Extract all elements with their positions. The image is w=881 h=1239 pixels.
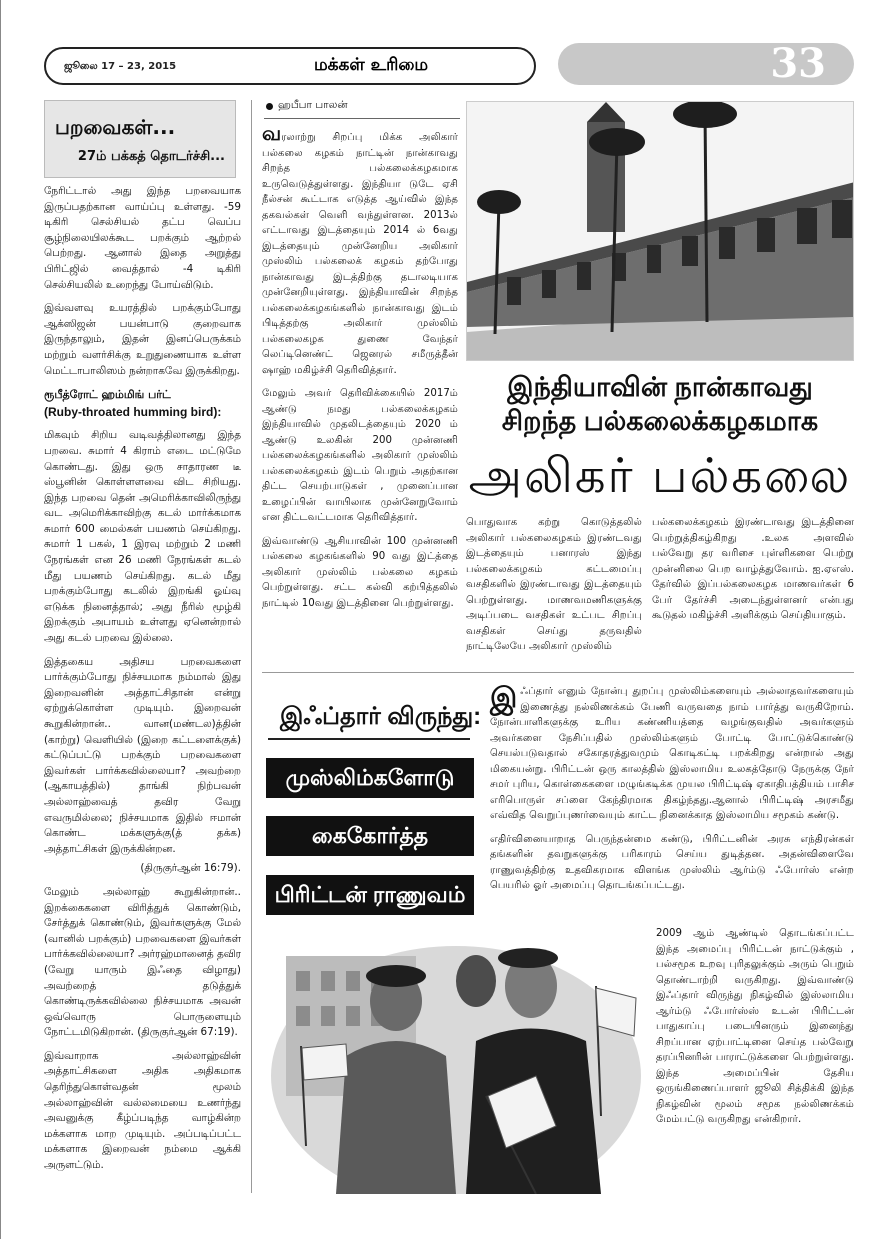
birds-paragraph: இவ்வளவு உயரத்தில் பறக்கும்போது ஆக்ஸிஜன் பயன்பாடு குறைவாக இருந்தாலும், இதன் இனப்பெருக்கம் மற்றும் வளர்சிக்கு உறுதுணையாக உள்ள மெட்டாபாலிஸம் நன்றாகவே இருக்கிறது. [44,302,241,377]
building-illustration [467,102,854,361]
aligarh-column-4 [652,515,854,624]
byline: ஹபீபா பாலன் [278,99,348,111]
headline-line-2: சிறந்த பல்கலைக்கழகமாக [501,406,819,436]
birds-paragraph: இத்தகைய அதிசய பறவைகளை பார்க்கும்போது நிச்சயமாக நம்மால் இது இறைவனின் அத்தாட்சிதான் என்று ஏற்றுக்கொள்ள முடியும். இறைவன் கூறுகின்றான்.. வான(மண்டல)த்தின் (காற்று) வெளியில் (இறை கட்டளைக்குக்) கட்டுப்பட்டு பறக்கும் பறவைகளை இவர்கள் பார்க்கவில்லையா? அவற்றை (ஆகாயத்தில்) தாங்கி நிற்பவன் அல்லாஹ்வைத் தவிர வேறு எவருமில்லை; நிச்சயமாக இதில் ஈமான் கொண்ட மக்களுக்கு(த் தக்க) அத்தாட்சிகள் இருக்கின்றன. [44,655,241,855]
header-bar [44,47,536,85]
page-number-bar [558,40,854,87]
birds-paragraph: மிகவும் சிறிய வடிவத்திலானது இந்த பறவை. சுமார் 4 கிராம் எடை மட்டுமே கொண்டது. இது ஒரு சாதாரண டீ ஸ்பூனின் கொள்ளளவை விட சிறியது. இந்த பறவை தென் அமெரிக்காவிலிருந்து வட அமெரிக்காவிற்கு கடல் மார்க்கமாக சுமார் 600 மைல்கள் பயணம் செய்கிறது. சுமார் 1 பகல், 1 இரவு மற்றும் 2 மணி நேரங்கள் என 26 மணி நேரங்கள் கடல் மீது பயணம் செய்கிறது. கடல் மீது பறக்கும்போது கடலில் இறங்கி ஓய்வு எடுக்க நினைத்தால்; அது நீரில் மூழ்கி இறக்கும் அபாயம் உள்ளது ஏனென்றால் அது கடல் பறவை இல்லை. [44,429,241,645]
drop-cap: இ [490,681,518,714]
iftar-headline-block-1: முஸ்லிம்களோடு [266,758,474,798]
quran-reference: (திருகுர்ஆன் 16:79). [140,862,241,875]
birds-title: பறவைகள்... [55,115,176,139]
iftar-article [490,681,854,902]
birds-paragraph: நேரிட்டால் அது இந்த பறவையாக இருப்பதற்கான வாய்ப்பு உள்ளது. -59 டிகிரி செல்சியல் தட்ப வெப்ப சூழ்நிலையிலக்கூட பறக்கும் ஆற்றல் பெற்றது. ஆனால் இதை அறுத்து பிரிட்ஜில் வைத்தால் -4 டிகிரி செல்சியலில் உறைந்து போய்விடும். [44,185,241,291]
aligarh-column-3 [466,515,642,655]
drop-cap: வ [262,121,282,145]
subhead-tamil: ரூபீத்ரோட் ஹம்மிங் பர்ட் [44,388,171,402]
aligarh-headline [466,370,854,438]
aligarh-paragraph: இவ்வாண்டு ஆசியாவின் 100 முன்னணி பல்கலை கழகங்களில் 90 வது இட்த்தை அலிகார் முஸ்லிம் பல்கலை கழகம் பெற்றுள்ளது. சட்ட கல்வி கற்பித்தலில் நாட்டில் 10வது இடத்தினை பெற்றுள்ளது. [262,535,458,609]
aligarh-paragraph: பல்கலைக்கழகம் இரண்டாவது இடத்தினை பெற்றுத்திகழ்கிறது .உலக அளவில் பல்வேறு தர வரிசை புள்ளிகளை பெற்று முன்னிலை பெற வாழ்த்துவோம். ஐ.ஏஎஸ். தேர்வில் இப்பல்கலைகழக மாணவர்கள் 6 பேர் தேர்ச்சி அடைந்துள்ளனர் என்பது கூடுதல் மகிழ்ச்சி அளிக்கும் செய்தியாகும். [652,517,854,621]
birds-paragraph: மேலும் அல்லாஹ் கூறுகின்றான்.. இறக்கைகளை விரித்துக் கொண்டும், சேர்த்துக் கொண்டும், இவர்களுக்கு மேல் (வானில் பறக்கும்) பறவைகளை இவர்கள் பார்க்கவில்லையா? அர்ரஹ்மானைத் தவிர (வேறு யாரும் இஃதை விழாது) அவற்றைத் தடுத்துக் கொண்டிருக்கவில்லை நிச்சயமாக அவன் ஒவ்வொரு பொருளையும் நோட்டமிடுகிறான். (திருகுர்ஆன் 67:19). [44,885,241,1039]
iftar-paragraph: எதிர்வினையாறாத பெருந்தன்மை கண்டு, பிரிட்டனின் அரசு எந்திரன்கள் தங்களின் தவறுகளுக்கு பரிகாரம் செய்ய துடித்தன. அதன்விளைவே ராணுவத்திற்கு உதவிகரமாக விளங்க முஸ்லிம் ஆர்ம்டு ஃபோர்ஸ் என்ற பெயரில் ஓர் அமைப்பு தொடங்கப்பட்டது. [490,833,854,891]
headline-line-1: இந்தியாவின் நான்காவது [507,372,813,402]
university-building-photo [466,101,854,361]
birds-title-box [44,100,236,178]
issue-date: ஜூலை 17 – 23, 2015 [64,61,177,72]
continued-note: 27ம் பக்கத் தொடர்ச்சி... [77,149,225,164]
soldiers-illustration [266,926,646,1194]
divider [264,118,460,119]
byline-bullet-icon [266,103,273,110]
aligarh-column [262,121,458,619]
aligarh-paragraph: பொதுவாக கற்று கொடுத்தலில் அலிகார் பல்கலைகழகம் இரண்டவது இடத்தையும் பனாரஸ் இந்து பல்கலைக்கழகம் கட்டமைப்பு வசதிகளில் இரண்டாவது இடத்தையும் பெற்றுள்ளது. மாணவமணிகளுக்கு அடிப்படை வசதிகள் உட்பட சிறப்பு வசதிகள் செய்து தருவதில் நாட்டிலேயே அலிகார் முஸ்லிம் [466,517,642,652]
iftar-title: இஃப்தார் விருந்து: [280,703,482,730]
iftar-headline-block-2: கைகோர்த்த [266,816,474,856]
title-underline [268,738,470,740]
newspaper-logo: மக்கள் உரிமை [314,55,429,75]
birds-column [44,100,252,1193]
soldiers-photo [266,926,646,1194]
aligarh-headline-big: அலிகர் பல்கலை [468,448,852,504]
section-divider [262,672,854,673]
iftar-headline-block-3: பிரிட்டன் ராணுவம் [266,875,474,915]
birds-paragraph: இவ்வாறாக அல்லாஹ்வின் அத்தாட்சிகளை அதிக அதிகமாக தெரிந்துகொள்வதன் மூலம் அல்லாஹ்வின் வல்லமையை உணர்ந்து அவனுக்கு கீழ்ப்படிந்த வாழ்கின்ற மக்களாக மாற முடியும். அப்படிப்பட்ட மக்களாக இறைவன் நம்மை ஆக்கி அருளட்டும். [44,1049,241,1172]
aligarh-paragraph: மேலும் அவர் தெரிவிக்கையில் 2017ம் ஆண்டு நமது பல்கலைக்கழகம் இந்தியாவில் முதலிடத்தையும் 2020 ம் ஆண்டு உலகின் 200 முன்னணி பல்கலைக்கழகங்களில் அலிகார் முஸ்லிம் பல்கலைக்கழகம் இடம் பெறும் அதற்கான திட்ட செயற்பாடுகள் , முனைப்பான உழைப்பின் வாயிலாக முன்னேறுவோம் என திட்டவட்டமாக தெரிவித்தார். [262,388,458,523]
iftar-article-right [656,926,854,1128]
iftar-paragraph: இஃப்தார் எனும் நோன்பு துறப்பு முஸ்லிம்களையும் அல்லாதவர்களையும் இணைத்து நல்லிணக்கம் பேணி வருவதை நாம் பார்த்து வருகிறோம். நோன்பாளிகளுக்கு உரிய கண்ணியத்தை வழங்குவதில் அவர்களும் அவர்களை நேசிப்பதில் முஸ்லிம்களும் போட்டி போட்டுக்கொண்டு செயல்படுவதால் சகோதரத்துவமும் கொடிகட்டி பறக்கிறது என்றால் அது மிகையன்று. பிரிட்டன் ஒரு காலத்தில் இஸ்லாமிய உலகத்தோடு நேருக்கு நேர் சமர் புரிய, கொள்கைகளை மழுங்கடிக்க முயல பிரிட்டிஷ் ஏகாதிபத்தியம் பாசிச எரிபொருள் சப்ளை கேந்திரமாக திகழ்ந்தது.ஆனால் பிரிட்டிஷ் அரசமீது எவ்வித வெறுப்புணர்வையும் காட்ட நினைக்காத இஸ்லாமிய சமூகம் கண்டு. [490,681,854,821]
subhead-english: (Ruby-throated humming bird): [44,404,222,419]
iftar-paragraph: 2009 ஆம் ஆண்டில் தொடங்கப்பட்ட இந்த அமைப்பு பிரிட்டன் நாட்டுக்கும் , பல்சமூக உறவு புரிதலுக்கும் அரும் பெறும் தொண்டாற்றி வருகிறது. இவ்வாண்டு இஃப்தார் விருந்து நிகழ்வில் இஸ்லாமிய ஆர்ம்டு ஃபோர்ஸ்ஸ் உடன் பிரிட்டன் பாதுகாப்பு படையினரும் இனைந்து சிறப்பான ஏற்பாட்டினை செய்த பல்வேறு தரப்பினரின் பாராட்டுக்களை பெற்றுள்ளது. இந்த அமைப்பின் தேசிய ஒருங்கிணைப்பாளர் ஜூலி சித்திக்கி இந்த நிகழ்வின் மூலம் சமூக நல்லிணக்கம் மேம்பட்டு வருகிறது என்கிறார். [656,928,854,1125]
page-number: 33 [770,40,826,87]
aligarh-paragraph: வரலாற்று சிறப்பு மிக்க அலிகார் பல்கலை கழகம் நாட்டின் நான்காவது சிறந்த பல்கலைக்கழகமாக உருவெடுத்துள்ளது. இந்தியா டுடே ஏசி நீல்சன் கூட்டாக எடுத்த ஆய்வில் இந்த தகவல்கள் வெளி வந்துள்ளன. 2013ல் எட்டாவது இடத்தையும் 2014 ல் 6வது இடத்தையும் முன்னேறிய அலிகார் முஸ்லிம் பல்கலைக் கழகம் தற்போது நான்காவது இடத்திற்கு தடாலடியாக முன்னேறியுள்ளது. இந்தியாவின் சிறந்த பல்கலைக்கழகங்களில் நான்காவது இடம் பிடித்தற்கு அலிகார் முஸ்லிம் பல்கலைகழக துணை வேந்தர் லெப்டினெண்ட் ஜெனரல் சமீருத்தீன் ஷாஹ் மகிழ்ச்சி தெரிவித்தார். [262,121,458,376]
